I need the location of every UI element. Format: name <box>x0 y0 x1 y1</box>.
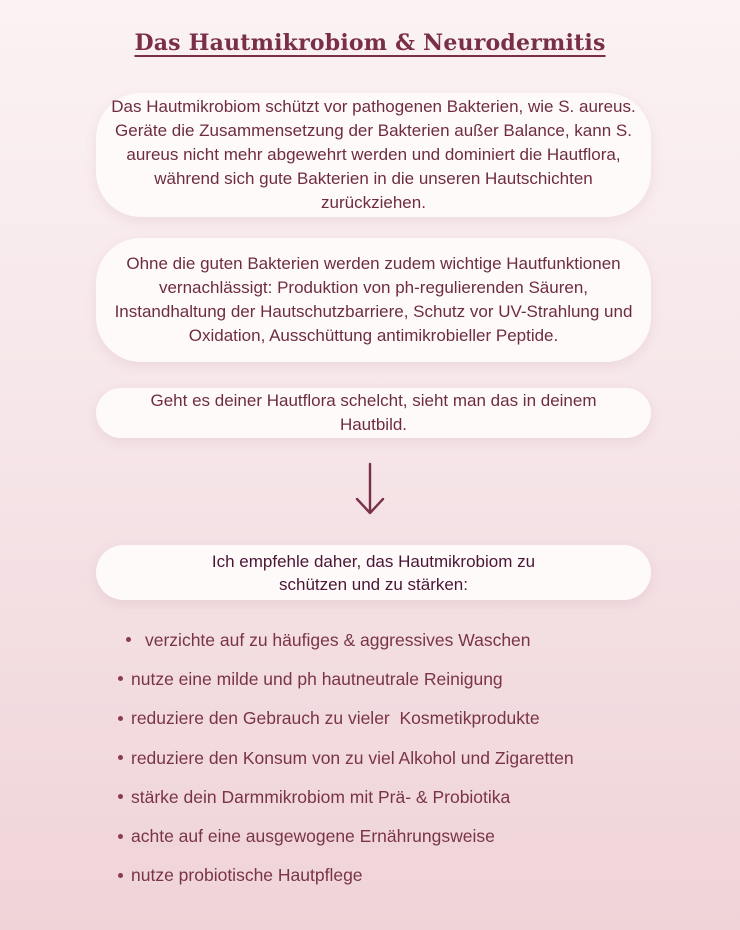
info-box-microbiome <box>96 93 651 217</box>
info-box-skin-functions <box>96 238 651 362</box>
list-item <box>118 620 574 659</box>
recommendation-heading: Ich empfehle daher, das Hautmikrobiom zu schützen und zu stärken: <box>211 551 536 594</box>
list-item <box>118 699 574 738</box>
bullet-icon <box>118 873 123 878</box>
list-item-text: verzichte auf zu häufiges & aggressives Waschen <box>145 629 531 650</box>
list-item <box>118 738 574 777</box>
info-box-skin-appearance <box>96 388 651 438</box>
bullet-icon <box>118 716 123 721</box>
bullet-icon <box>118 676 123 681</box>
list-item <box>118 659 574 698</box>
list-item-text: nutze eine milde und ph hautneutrale Reinigung <box>131 668 503 689</box>
list-item <box>118 816 574 855</box>
arrow-down-icon <box>355 462 385 516</box>
list-item-text: reduziere den Gebrauch zu vieler Kosmetikprodukte <box>131 708 540 729</box>
list-item-text: reduziere den Konsum von zu viel Alkohol und Zigaretten <box>131 747 574 768</box>
page-title-text: Das Hautmikrobiom & Neurodermitis <box>134 30 606 56</box>
list-item <box>118 777 574 816</box>
list-item <box>118 856 574 895</box>
list-item-text: nutze probiotische Hautpflege <box>131 865 363 886</box>
recommendation-list <box>118 620 574 895</box>
page-title <box>0 30 740 56</box>
info-box-text: Geht es deiner Hautflora schelcht, sieht man das in deinem Hautbild. <box>150 391 597 434</box>
bullet-icon <box>126 637 131 642</box>
info-box-text: Das Hautmikrobiom schützt vor pathogenen Bakterien, wie S. aureus. Geräte die Zusammensetzung der Bakterien außer Balance, kann S. aureus nicht mehr abgewehrt werden und dominiert die Hautflora, während sich gute Bakterien in die unseren Hautschichten zurückziehen. <box>111 97 636 212</box>
recommendation-heading-box <box>96 545 651 600</box>
list-item-text: achte auf eine ausgewogene Ernährungsweise <box>131 826 495 847</box>
bullet-icon <box>118 794 123 799</box>
bullet-icon <box>118 834 123 839</box>
list-item-text: stärke dein Darmmikrobiom mit Prä- & Probiotika <box>131 786 511 807</box>
info-box-text: Ohne die guten Bakterien werden zudem wichtige Hautfunktionen vernachlässigt: Produktion von ph-regulierenden Säuren, Instandhaltung der Hautschutzbarriere, Schutz vor UV-Strahlung und Oxidation, Ausschüttung antimikrobieller Peptide. <box>114 254 633 345</box>
bullet-icon <box>118 755 123 760</box>
